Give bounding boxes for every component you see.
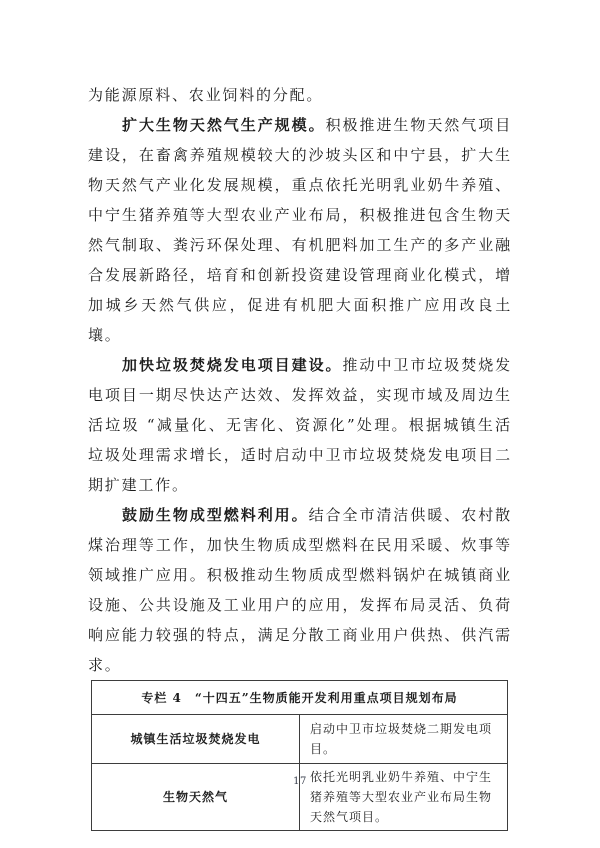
table-row-content: 启动中卫市垃圾焚烧二期发电项目。	[300, 715, 508, 764]
paragraph-lead: 鼓励生物成型燃料利用。	[122, 506, 309, 524]
table-title: 专栏 4 “十四五”生物质能开发利用重点项目规划布局	[92, 681, 508, 715]
key-projects-table	[91, 680, 508, 831]
paragraph-waste-incineration	[88, 350, 512, 500]
table-row-content: 依托光明乳业奶牛养殖、中宁生猪养殖等大型农业产业布局生物天然气项目。	[300, 764, 508, 831]
table-row	[92, 715, 508, 764]
table-row-label: 生物天然气	[92, 764, 300, 831]
table-title-row	[92, 681, 508, 715]
page-body	[88, 80, 512, 831]
paragraph-text: 为能源原料、农业饲料的分配。	[88, 86, 324, 104]
paragraph-continuation	[88, 80, 512, 110]
paragraph-text: 结合全市清洁供暖、农村散煤治理等工作，加快生物质成型燃料在民用采暖、炊事等领域推广应用。积极推动生物质成型燃料锅炉在城镇商业设施、公共设施及工业用户的应用，发挥布局灵活、负荷响应能力较强的特点，满足分散工商业用户供热、供汽需求。	[88, 506, 512, 674]
paragraph-bio-natural-gas	[88, 110, 512, 350]
page-number: 17	[293, 776, 307, 787]
paragraph-biomass-fuel	[88, 500, 512, 680]
paragraph-lead: 加快垃圾焚烧发电项目建设。	[122, 356, 343, 374]
table-row	[92, 764, 508, 831]
table-row-label: 城镇生活垃圾焚烧发电	[92, 715, 300, 764]
paragraph-text: 推动中卫市垃圾焚烧发电项目一期尽快达产达效、发挥效益，实现市域及周边生活垃圾 “减量化、无害化、资源化”处理。根据城镇生活垃圾处理需求增长，适时启动中卫市垃圾焚烧发电项目二期扩建工作。	[88, 356, 512, 494]
paragraph-text: 积极推进生物天然气项目建设，在畜禽养殖规模较大的沙坡头区和中宁县，扩大生物天然气产业化发展规模，重点依托光明乳业奶牛养殖、中宁生猪养殖等大型农业产业布局，积极推进包含生物天然气制取、粪污环保处理、有机肥料加工生产的多产业融合发展新路径，培育和创新投资建设管理商业化模式，增加城乡天然气供应，促进有机肥大面积推广应用改良土壤。	[88, 116, 512, 344]
paragraph-lead: 扩大生物天然气生产规模。	[122, 116, 326, 134]
